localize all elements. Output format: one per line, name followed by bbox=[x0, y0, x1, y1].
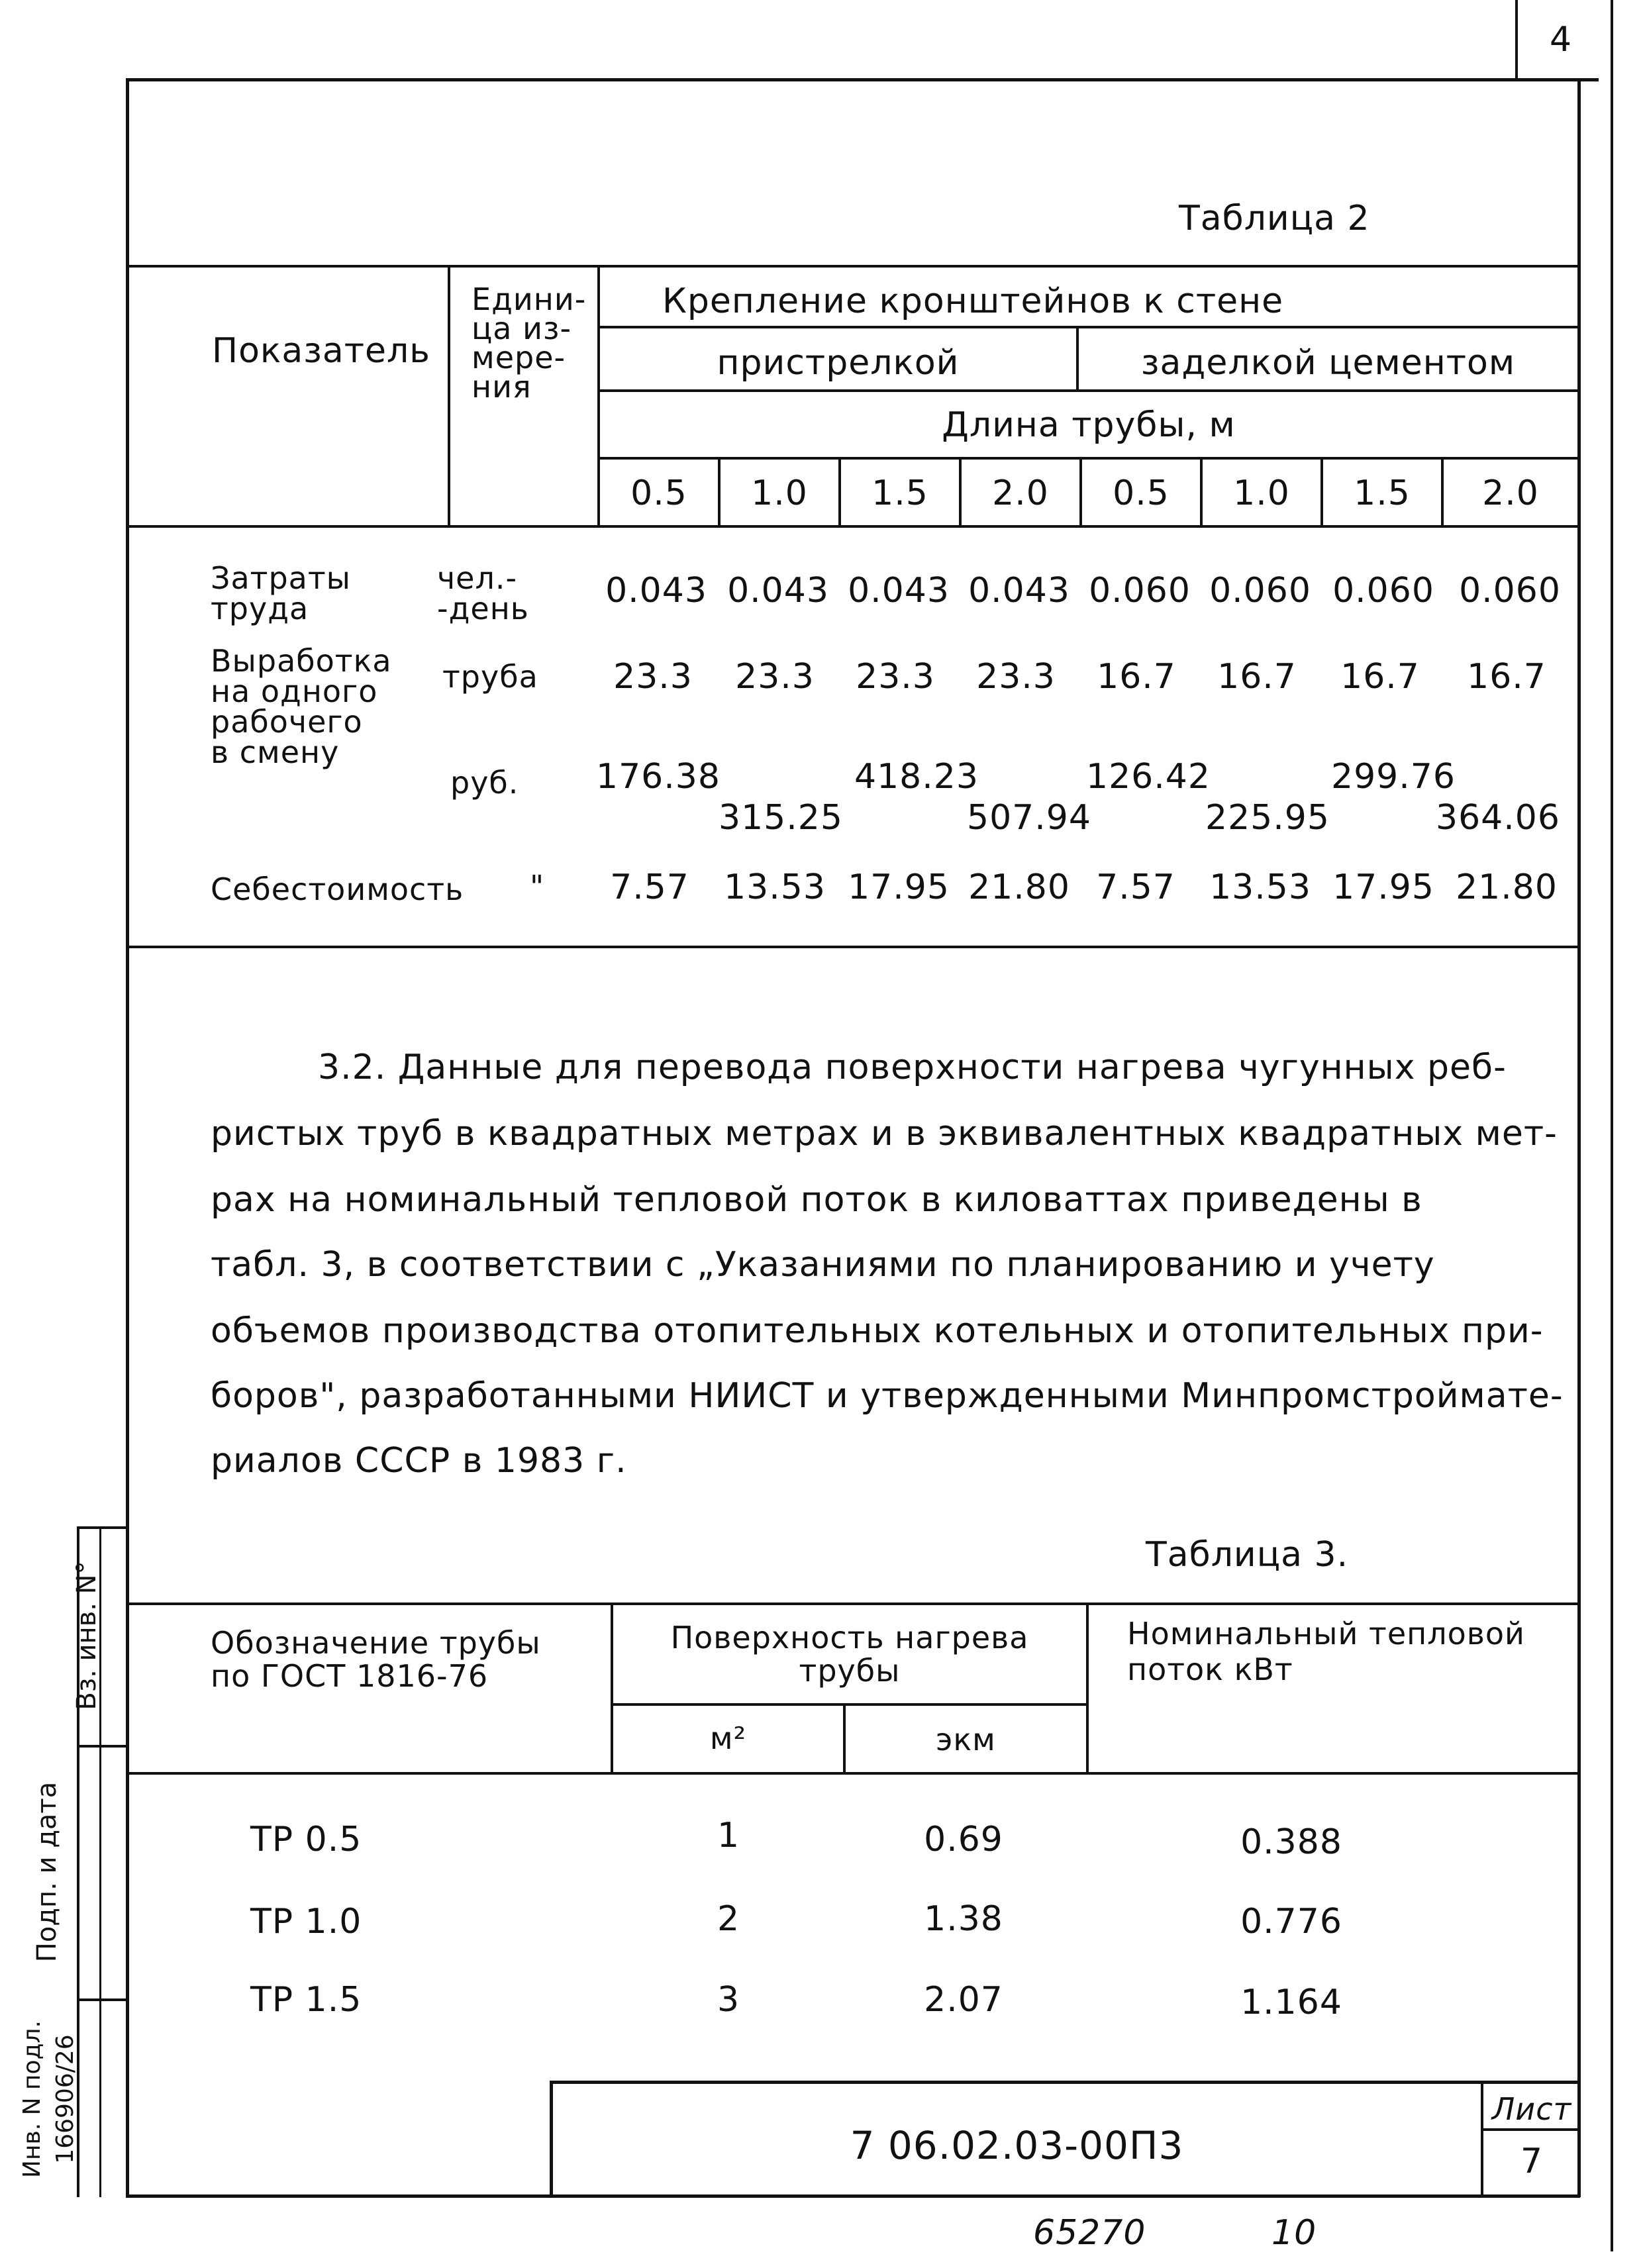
side-div-2 bbox=[77, 1998, 128, 2001]
paragraph-line-2: ристых труб в квадратных метрах и в эквивалентных квадратных мет- bbox=[211, 1114, 1558, 1154]
t2-cost-val-8: 21.80 bbox=[1456, 867, 1558, 907]
side-div-1 bbox=[77, 1745, 128, 1748]
t2-cost-val-2: 13.53 bbox=[724, 867, 826, 907]
t2-row-labor-label: Затраты труда bbox=[211, 560, 351, 626]
corner-tick bbox=[1515, 0, 1518, 78]
t2-h-len bbox=[597, 457, 1577, 460]
t3-h-sub bbox=[611, 1703, 1089, 1706]
t2-row-labor-unit: чел.- -день bbox=[437, 560, 529, 626]
t3-header-flow: Номинальный тепловой поток кВт bbox=[1127, 1616, 1525, 1687]
table3-title: Таблица 3. bbox=[1146, 1535, 1349, 1575]
t3-row3-m2: 3 bbox=[717, 1980, 740, 2020]
t2-labor-val-6: 0.060 bbox=[1209, 571, 1311, 611]
t3-top-line bbox=[126, 1602, 1577, 1605]
t3-row2-flow: 0.776 bbox=[1240, 1902, 1342, 1942]
bottom-number-right: 10 bbox=[1271, 2213, 1317, 2253]
side-col-top bbox=[77, 1526, 128, 1529]
t2-rub-val-3: 418.23 bbox=[854, 757, 979, 797]
t2-rub-val-4: 507.94 bbox=[967, 798, 1091, 838]
t2-output-val-6: 16.7 bbox=[1217, 657, 1297, 697]
t3-row3-designation: ТР 1.5 bbox=[250, 1980, 362, 2020]
t2-output-val-1: 23.3 bbox=[613, 657, 693, 697]
outer-right-rule bbox=[1611, 0, 1613, 2251]
t2-rub-val-5: 126.42 bbox=[1086, 757, 1211, 797]
stamp-sheet-number: 7 bbox=[1520, 2142, 1544, 2181]
t2-labor-val-7: 0.060 bbox=[1332, 571, 1434, 611]
t2-row-cost-unit: " bbox=[530, 869, 545, 905]
stamp-sheet-divider-h bbox=[1481, 2128, 1580, 2131]
t2-len-1: 0.5 bbox=[630, 473, 687, 513]
t2-top-line bbox=[126, 265, 1577, 268]
t3-row2-m2: 2 bbox=[717, 1899, 740, 1939]
frame-top bbox=[126, 78, 1599, 81]
side-label-replace-inv: Вз. инв. N° bbox=[72, 1561, 102, 1710]
t2-header-sub-group-1: пристрелкой bbox=[717, 343, 960, 383]
t2-cost-val-5: 7.57 bbox=[1096, 867, 1175, 907]
stamp-code: 7 06.02.03-00П3 bbox=[850, 2123, 1184, 2168]
t3-header-surface: Поверхность нагрева трубы bbox=[670, 1620, 1029, 1689]
bottom-number-left: 65270 bbox=[1033, 2213, 1146, 2253]
t2-labor-val-8: 0.060 bbox=[1459, 571, 1561, 611]
t3-row1-designation: ТР 0.5 bbox=[250, 1820, 362, 1859]
paragraph-line-6: боров", разработанными НИИСТ и утвержденными Минпромстроймате- bbox=[211, 1376, 1564, 1416]
t2-rub-val-6: 225.95 bbox=[1205, 798, 1330, 838]
t2-len-4: 2.0 bbox=[992, 473, 1049, 513]
t2-vline-1 bbox=[448, 265, 450, 528]
t2-header-length-label: Длина трубы, м bbox=[942, 405, 1236, 445]
t2-cost-val-6: 13.53 bbox=[1209, 867, 1311, 907]
t3-row2-designation: ТР 1.0 bbox=[250, 1902, 362, 1942]
page-corner-number: 4 bbox=[1550, 20, 1573, 60]
t3-vline-2 bbox=[1086, 1602, 1089, 1775]
table2-title: Таблица 2 bbox=[1179, 199, 1370, 238]
t2-output-val-4: 23.3 bbox=[976, 657, 1056, 697]
t2-header-unit: Едини- ца из- мере- ния bbox=[472, 281, 587, 405]
t2-rub-val-8: 364.06 bbox=[1436, 798, 1560, 838]
side-label-inv-value: 166906/26 bbox=[52, 2034, 79, 2164]
t2-h-main bbox=[597, 326, 1577, 328]
t2-h-sub bbox=[597, 389, 1577, 392]
t3-header-bottom bbox=[126, 1772, 1577, 1775]
t2-cost-val-1: 7.57 bbox=[610, 867, 689, 907]
t3-row1-ekm: 0.69 bbox=[924, 1820, 1003, 1859]
side-label-sign-date: Подп. и дата bbox=[32, 1781, 62, 1963]
t3-header-ekm: экм bbox=[936, 1722, 996, 1757]
t2-header-main-group: Крепление кронштейнов к стене bbox=[662, 281, 1284, 321]
t3-header-m2: м² bbox=[709, 1720, 747, 1756]
t2-output-val-5: 16.7 bbox=[1097, 657, 1176, 697]
t2-row-rub-unit: руб. bbox=[450, 765, 519, 801]
t2-header-sub-group-2: заделкой цементом bbox=[1140, 343, 1516, 383]
t2-rub-val-7: 299.76 bbox=[1331, 757, 1456, 797]
t2-output-val-2: 23.3 bbox=[735, 657, 815, 697]
t2-len-8: 2.0 bbox=[1482, 473, 1539, 513]
t2-row-cost-label: Себестоимость bbox=[211, 871, 464, 907]
t3-row1-flow: 0.388 bbox=[1240, 1822, 1342, 1862]
paragraph-line-4: табл. 3, в соответствии с „Указаниями по планированию и учету bbox=[211, 1245, 1435, 1285]
t2-labor-val-1: 0.043 bbox=[605, 571, 707, 611]
t2-len-3: 1.5 bbox=[871, 473, 928, 513]
t2-len-7: 1.5 bbox=[1354, 473, 1411, 513]
paragraph-line-1: 3.2. Данные для перевода поверхности нагрева чугунных реб- bbox=[318, 1048, 1507, 1087]
t2-output-val-8: 16.7 bbox=[1467, 657, 1546, 697]
t2-labor-val-4: 0.043 bbox=[968, 571, 1070, 611]
paragraph-line-3: рах на номинальный тепловой поток в киловаттах приведены в bbox=[211, 1180, 1422, 1220]
frame-left bbox=[126, 78, 129, 2197]
t2-len-2: 1.0 bbox=[751, 473, 808, 513]
t2-row-output-label: Выработка на одного рабочего в смену bbox=[211, 643, 392, 770]
t2-labor-val-2: 0.043 bbox=[727, 571, 829, 611]
t2-rub-val-2: 315.25 bbox=[719, 798, 843, 838]
t3-header-designation: Обозначение трубы по ГОСТ 1816-76 bbox=[211, 1625, 541, 1694]
frame-right bbox=[1577, 78, 1581, 2197]
stamp-sheet-label: Лист bbox=[1491, 2091, 1572, 2127]
side-label-inv-no: Инв. N подл. bbox=[19, 2020, 46, 2178]
paragraph-line-7: риалов СССР в 1983 г. bbox=[211, 1441, 627, 1481]
t2-cost-val-4: 21.80 bbox=[968, 867, 1070, 907]
t2-cost-val-3: 17.95 bbox=[848, 867, 950, 907]
t3-row2-ekm: 1.38 bbox=[924, 1899, 1003, 1939]
t3-row3-ekm: 2.07 bbox=[924, 1980, 1003, 2020]
t2-labor-val-5: 0.060 bbox=[1089, 571, 1191, 611]
t3-row3-flow: 1.164 bbox=[1240, 1983, 1342, 2022]
stamp-bottom bbox=[126, 2194, 1580, 2198]
t2-output-val-3: 23.3 bbox=[856, 657, 935, 697]
t2-labor-val-3: 0.043 bbox=[848, 571, 950, 611]
t2-output-val-7: 16.7 bbox=[1340, 657, 1420, 697]
t2-header-bottom bbox=[126, 525, 1577, 528]
t3-row1-m2: 1 bbox=[717, 1816, 740, 1855]
t2-rub-val-1: 176.38 bbox=[596, 757, 721, 797]
t2-row-output-unit: труба bbox=[442, 659, 538, 695]
stamp-top bbox=[550, 2081, 1580, 2084]
t2-len-5: 0.5 bbox=[1113, 473, 1170, 513]
t2-bottom-line bbox=[126, 946, 1577, 948]
t2-len-6: 1.0 bbox=[1233, 473, 1290, 513]
t2-header-indicator: Показатель bbox=[212, 331, 430, 371]
paragraph-line-5: объемов производства отопительных котельных и отопительных при- bbox=[211, 1311, 1544, 1351]
t2-cost-val-7: 17.95 bbox=[1332, 867, 1434, 907]
